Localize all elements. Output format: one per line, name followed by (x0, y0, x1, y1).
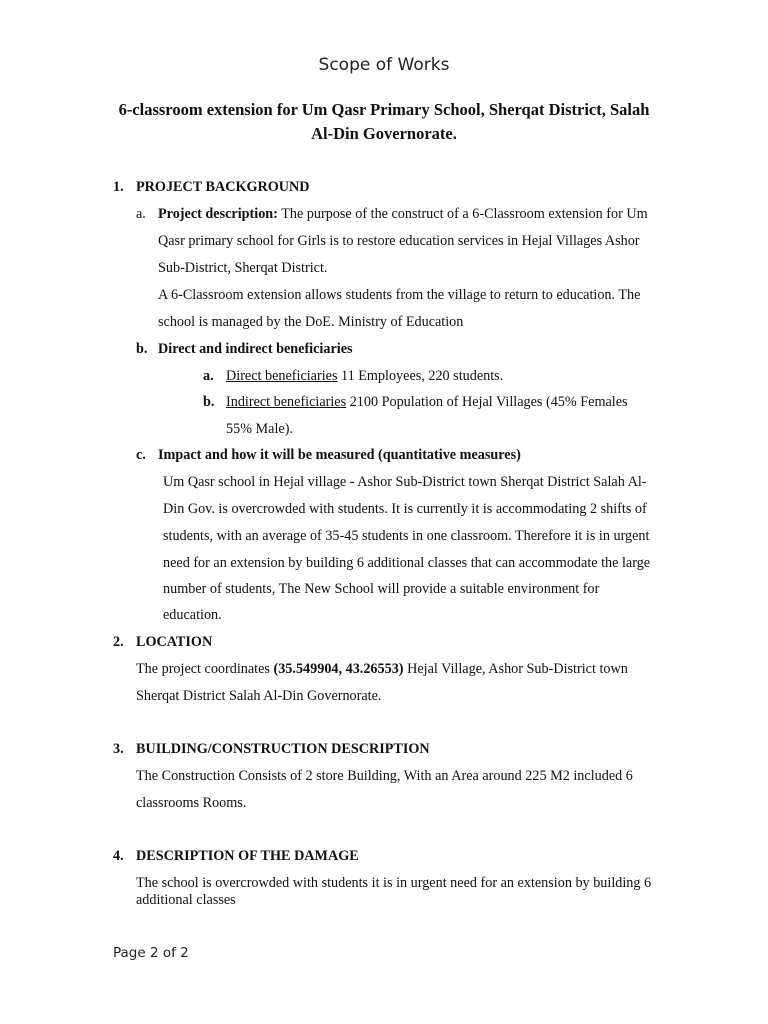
beneficiary-1-marker: a. (203, 368, 214, 384)
location-prefix: The project coordinates (136, 661, 274, 677)
beneficiary-2-continued: 55% Male). (226, 421, 293, 437)
construction-line-2: classrooms Rooms. (136, 795, 247, 811)
damage-line-1: The school is overcrowded with students it is in urgent need for an extension by building 6 (136, 875, 652, 891)
impact-line-3: students, with an average of 35-45 students in one classroom. Therefore it is in urgent (163, 528, 650, 544)
section-4-title: DESCRIPTION OF THE DAMAGE (136, 848, 359, 864)
beneficiary-1-text: 11 Employees, 220 students. (337, 368, 504, 384)
beneficiary-1-label: Direct beneficiaries (226, 368, 338, 384)
impact-line-1: Um Qasr school in Hejal village - Ashor Sub-District town Sherqat District Salah Al- (163, 474, 647, 490)
project-description-line-3: Sub-District, Sherqat District. (158, 260, 328, 276)
location-coordinates: (35.549904, 43.26553) (273, 661, 404, 677)
beneficiary-2-marker: b. (203, 394, 215, 410)
section-3-number: 3. (113, 741, 124, 757)
impact-line-5: number of students, The New School will provide a suitable environment for (163, 581, 600, 597)
document-title: Scope of Works (318, 55, 450, 75)
project-description-label: Project description: (158, 206, 278, 222)
construction-line-1: The Construction Consists of 2 store Building, With an Area around 225 M2 included 6 (136, 768, 633, 784)
project-description-text: The purpose of the construct of a 6-Classroom extension for Um (277, 206, 648, 222)
section-3-title: BUILDING/CONSTRUCTION DESCRIPTION (136, 741, 430, 757)
project-description-line-1 (158, 206, 648, 223)
damage-line-2: additional classes (136, 892, 236, 908)
section-1-title: PROJECT BACKGROUND (136, 179, 310, 195)
beneficiary-2 (226, 394, 628, 411)
item-b-marker: b. (136, 341, 148, 357)
location-suffix: Hejal Village, Ashor Sub-District town (403, 661, 628, 677)
section-2-title: LOCATION (136, 634, 213, 650)
heading-line-2: Al-Din Governorate. (311, 124, 457, 143)
heading-line-1: 6-classroom extension for Um Qasr Primary School, Sherqat District, Salah (118, 100, 650, 119)
section-2-number: 2. (113, 634, 124, 650)
project-description-line-2: Qasr primary school for Girls is to restore education services in Hejal Villages Ashor (158, 233, 640, 249)
beneficiary-2-label: Indirect beneficiaries (226, 394, 347, 410)
beneficiary-2-text: 2100 Population of Hejal Villages (45% Females (346, 394, 628, 410)
item-a-marker: a. (136, 206, 146, 222)
section-4-number: 4. (113, 848, 124, 864)
impact-line-4: need for an extension by building 6 additional classes that can accommodate the large (163, 555, 651, 571)
location-line-2: Sherqat District Salah Al-Din Governorate. (136, 688, 382, 704)
beneficiaries-title: Direct and indirect beneficiaries (158, 341, 353, 357)
impact-line-6: education. (163, 607, 222, 623)
impact-title: Impact and how it will be measured (quantitative measures) (158, 447, 521, 463)
page-number: Page 2 of 2 (113, 945, 189, 961)
beneficiary-1 (226, 368, 503, 385)
item-c-marker: c. (136, 447, 146, 463)
project-description-line-5: school is managed by the DoE. Ministry of Education (158, 314, 464, 330)
location-line-1 (136, 661, 628, 678)
project-description-line-4: A 6-Classroom extension allows students from the village to return to education. The (158, 287, 641, 303)
impact-line-2: Din Gov. is overcrowded with students. It is currently it is accommodating 2 shifts of (163, 501, 647, 517)
section-1-number: 1. (113, 179, 124, 195)
